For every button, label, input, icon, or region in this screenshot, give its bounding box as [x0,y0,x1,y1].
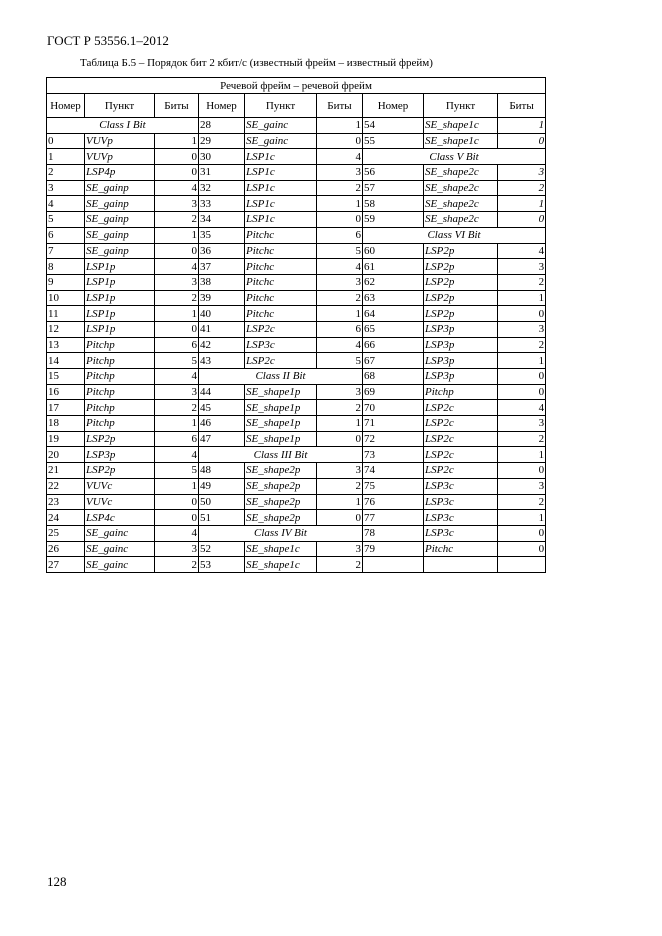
parameter-cell: SE_gainp [85,180,155,196]
bit-number-cell: 19 [47,431,85,447]
bit-number-cell: 54 [363,118,424,134]
parameter-cell: SE_gainp [85,243,155,259]
class-group-label: Class VI Bit [363,227,546,243]
parameter-cell: SE_shape1p [245,400,317,416]
parameter-cell: LSP2p [424,290,498,306]
bits-cell: 0 [498,541,546,557]
bits-cell: 0 [498,212,546,228]
bit-number-cell: 4 [47,196,85,212]
bits-cell: 3 [317,541,363,557]
bit-number-cell: 50 [199,494,245,510]
bits-cell: 0 [498,463,546,479]
bit-number-cell: 16 [47,384,85,400]
bit-number-cell: 21 [47,463,85,479]
bits-cell: 0 [498,525,546,541]
bits-cell: 2 [498,337,546,353]
bit-number-cell: 74 [363,463,424,479]
parameter-cell: LSP2c [245,321,317,337]
bit-number-cell: 58 [363,196,424,212]
bits-cell: 2 [317,180,363,196]
bit-number-cell: 27 [47,557,85,573]
parameter-cell: Pitchc [424,541,498,557]
bit-number-cell: 24 [47,510,85,526]
column-header: Номер [363,94,424,118]
bits-cell: 6 [317,321,363,337]
parameter-cell: SE_shape1c [424,118,498,134]
bit-number-cell: 37 [199,259,245,275]
bits-cell: 2 [155,212,199,228]
table-row [47,369,546,385]
parameter-cell: LSP3p [424,369,498,385]
parameter-cell: LSP1c [245,196,317,212]
class-group-label: Class III Bit [199,447,363,463]
parameter-cell: LSP4c [85,510,155,526]
parameter-cell: LSP1p [85,290,155,306]
parameter-cell: Pitchc [245,227,317,243]
bits-cell: 3 [498,165,546,181]
bit-number-cell: 51 [199,510,245,526]
bit-number-cell: 5 [47,212,85,228]
bits-cell: 1 [498,118,546,134]
bit-number-cell: 40 [199,306,245,322]
bits-cell: 4 [155,369,199,385]
bit-number-cell: 36 [199,243,245,259]
bit-number-cell: 7 [47,243,85,259]
table-row [47,321,546,337]
table-row [47,133,546,149]
parameter-cell: SE_shape2p [245,494,317,510]
table-row [47,557,546,573]
table-group-header: Речевой фрейм – речевой фрейм [47,78,546,94]
bits-cell: 6 [317,227,363,243]
bit-number-cell: 35 [199,227,245,243]
parameter-cell: LSP2p [85,463,155,479]
column-header-row [47,94,546,118]
bit-number-cell: 8 [47,259,85,275]
table-row [47,478,546,494]
table-body [47,118,546,573]
bit-number-cell: 52 [199,541,245,557]
parameter-cell: LSP1c [245,149,317,165]
bits-cell: 3 [317,384,363,400]
column-header: Биты [498,94,546,118]
column-header: Номер [47,94,85,118]
bits-cell: 4 [317,259,363,275]
bits-cell: 0 [498,306,546,322]
table-row [47,149,546,165]
bits-cell: 5 [155,463,199,479]
bit-number-cell: 78 [363,525,424,541]
bits-cell: 2 [498,180,546,196]
table-row [47,306,546,322]
bits-cell: 1 [498,510,546,526]
bit-number-cell: 46 [199,416,245,432]
bit-number-cell: 30 [199,149,245,165]
parameter-cell: LSP2p [424,259,498,275]
bits-cell: 0 [155,510,199,526]
bit-number-cell: 31 [199,165,245,181]
parameter-cell: LSP1c [245,212,317,228]
parameter-cell: SE_gainc [245,118,317,134]
bit-number-cell: 59 [363,212,424,228]
bits-cell: 2 [317,478,363,494]
bits-cell: 4 [498,243,546,259]
bits-cell: 2 [155,290,199,306]
table-row [47,180,546,196]
column-header: Пункт [424,94,498,118]
bits-cell: 2 [317,290,363,306]
parameter-cell: SE_shape2c [424,165,498,181]
bit-number-cell: 18 [47,416,85,432]
bit-number-cell: 61 [363,259,424,275]
parameter-cell: SE_gainp [85,196,155,212]
bits-cell [498,557,546,573]
table-row [47,525,546,541]
bit-number-cell: 42 [199,337,245,353]
parameter-cell: LSP3c [424,478,498,494]
bit-number-cell: 55 [363,133,424,149]
parameter-cell: VUVc [85,494,155,510]
bits-cell: 1 [155,133,199,149]
bits-cell: 3 [155,541,199,557]
bits-cell: 2 [498,494,546,510]
bit-number-cell: 34 [199,212,245,228]
parameter-cell: LSP1p [85,274,155,290]
bits-cell: 2 [317,400,363,416]
parameter-cell: Pitchp [85,369,155,385]
bits-cell: 4 [317,149,363,165]
bits-cell: 0 [498,384,546,400]
parameter-cell: LSP4p [85,165,155,181]
bits-cell: 3 [317,165,363,181]
bit-number-cell: 57 [363,180,424,196]
bit-number-cell: 20 [47,447,85,463]
parameter-cell: Pitchc [245,290,317,306]
bit-number-cell: 10 [47,290,85,306]
parameter-cell: SE_gainc [85,525,155,541]
parameter-cell: SE_shape2c [424,212,498,228]
bit-number-cell: 73 [363,447,424,463]
bits-cell: 3 [498,478,546,494]
table-row [47,416,546,432]
parameter-cell: SE_shape2p [245,510,317,526]
parameter-cell: SE_shape2c [424,196,498,212]
parameter-cell: LSP2p [85,431,155,447]
bit-number-cell: 62 [363,274,424,290]
parameter-cell: LSP2c [424,400,498,416]
parameter-cell: Pitchc [245,243,317,259]
bit-number-cell: 44 [199,384,245,400]
bit-number-cell [363,557,424,573]
bits-cell: 1 [155,478,199,494]
bits-cell: 1 [317,306,363,322]
table-row [47,541,546,557]
table-row [47,212,546,228]
bit-number-cell: 15 [47,369,85,385]
parameter-cell: LSP2p [424,306,498,322]
parameter-cell: SE_shape1c [424,133,498,149]
bits-cell: 3 [317,463,363,479]
parameter-cell: LSP1p [85,259,155,275]
bit-number-cell: 25 [47,525,85,541]
parameter-cell: SE_shape1p [245,416,317,432]
parameter-cell: LSP3p [85,447,155,463]
bits-cell: 2 [155,557,199,573]
parameter-cell [424,557,498,573]
bits-cell: 4 [317,337,363,353]
bit-number-cell: 33 [199,196,245,212]
parameter-cell: SE_gainc [85,541,155,557]
parameter-cell: LSP2c [424,431,498,447]
bit-number-cell: 77 [363,510,424,526]
bits-cell: 0 [155,165,199,181]
parameter-cell: SE_shape1c [245,557,317,573]
bit-number-cell: 0 [47,133,85,149]
bits-cell: 1 [317,416,363,432]
bit-number-cell: 2 [47,165,85,181]
table-row [47,243,546,259]
parameter-cell: LSP3p [424,321,498,337]
bit-number-cell: 11 [47,306,85,322]
bit-number-cell: 75 [363,478,424,494]
parameter-cell: SE_gainc [245,133,317,149]
bit-number-cell: 41 [199,321,245,337]
bit-number-cell: 65 [363,321,424,337]
table-row [47,431,546,447]
column-header: Пункт [85,94,155,118]
bits-cell: 6 [155,337,199,353]
bit-number-cell: 49 [199,478,245,494]
bit-number-cell: 63 [363,290,424,306]
bits-cell: 4 [498,400,546,416]
bits-cell: 0 [155,494,199,510]
parameter-cell: SE_shape1p [245,431,317,447]
parameter-cell: SE_gainp [85,227,155,243]
bit-number-cell: 48 [199,463,245,479]
parameter-cell: Pitchp [85,353,155,369]
bit-number-cell: 45 [199,400,245,416]
bits-cell: 1 [155,227,199,243]
bit-number-cell: 9 [47,274,85,290]
table-row [47,400,546,416]
bit-number-cell: 17 [47,400,85,416]
bit-number-cell: 56 [363,165,424,181]
bits-cell: 4 [155,180,199,196]
bits-cell: 0 [317,212,363,228]
bit-number-cell: 29 [199,133,245,149]
bits-cell: 4 [155,447,199,463]
table-row [47,510,546,526]
table-row [47,196,546,212]
bits-cell: 5 [155,353,199,369]
column-header: Биты [317,94,363,118]
table-row [47,227,546,243]
parameter-cell: LSP3p [424,337,498,353]
parameter-cell: LSP3p [424,353,498,369]
bit-number-cell: 22 [47,478,85,494]
parameter-cell: LSP3c [424,510,498,526]
parameter-cell: VUVp [85,133,155,149]
bit-number-cell: 6 [47,227,85,243]
table-caption: Таблица Б.5 – Порядок бит 2 кбит/с (известный фрейм – известный фрейм) [80,57,433,69]
bits-cell: 2 [155,400,199,416]
parameter-cell: LSP2c [245,353,317,369]
parameter-cell: SE_shape2c [424,180,498,196]
bits-cell: 1 [317,118,363,134]
bits-cell: 3 [498,321,546,337]
bits-cell: 3 [155,384,199,400]
parameter-cell: Pitchc [245,306,317,322]
class-group-label: Class V Bit [363,149,546,165]
parameter-cell: Pitchc [245,259,317,275]
bit-number-cell: 79 [363,541,424,557]
table-row [47,494,546,510]
table-row [47,118,546,134]
parameter-cell: LSP2p [424,243,498,259]
bits-cell: 2 [498,431,546,447]
page-number: 128 [47,874,67,889]
bit-number-cell: 14 [47,353,85,369]
bits-cell: 0 [155,243,199,259]
class-group-label: Class I Bit [47,118,199,134]
table-row [47,463,546,479]
bits-cell: 1 [155,306,199,322]
bits-cell: 5 [317,243,363,259]
bit-number-cell: 23 [47,494,85,510]
parameter-cell: LSP3c [424,525,498,541]
parameter-cell: LSP1c [245,180,317,196]
parameter-cell: SE_gainc [85,557,155,573]
table-row [47,337,546,353]
bits-cell: 2 [317,557,363,573]
bit-number-cell: 43 [199,353,245,369]
bits-cell: 0 [155,321,199,337]
bit-number-cell: 60 [363,243,424,259]
parameter-cell: VUVc [85,478,155,494]
bits-cell: 0 [317,133,363,149]
bit-number-cell: 3 [47,180,85,196]
table-row [47,274,546,290]
bits-cell: 0 [498,133,546,149]
parameter-cell: SE_shape1p [245,384,317,400]
table-row [47,447,546,463]
bits-cell: 1 [498,353,546,369]
bits-cell: 1 [317,494,363,510]
class-group-label: Class II Bit [199,369,363,385]
bit-number-cell: 28 [199,118,245,134]
bit-number-cell: 66 [363,337,424,353]
bits-cell: 0 [155,149,199,165]
parameter-cell: LSP1p [85,306,155,322]
bit-number-cell: 53 [199,557,245,573]
bit-number-cell: 47 [199,431,245,447]
standard-designation: ГОСТ Р 53556.1–2012 [47,33,169,48]
parameter-cell: LSP2p [424,274,498,290]
bits-cell: 1 [317,196,363,212]
table-row [47,353,546,369]
bits-cell: 0 [317,431,363,447]
column-header: Биты [155,94,199,118]
parameter-cell: LSP2c [424,447,498,463]
bits-cell: 3 [155,196,199,212]
bit-number-cell: 71 [363,416,424,432]
parameter-cell: Pitchc [245,274,317,290]
parameter-cell: Pitchp [85,384,155,400]
bit-number-cell: 26 [47,541,85,557]
class-group-label: Class IV Bit [199,525,363,541]
bits-cell: 1 [498,447,546,463]
parameter-cell: SE_shape2p [245,463,317,479]
bits-cell: 1 [498,196,546,212]
bits-cell: 1 [498,290,546,306]
bit-number-cell: 76 [363,494,424,510]
bit-number-cell: 32 [199,180,245,196]
bit-order-table [46,77,546,573]
parameter-cell: SE_shape1c [245,541,317,557]
parameter-cell: LSP3c [245,337,317,353]
bit-number-cell: 38 [199,274,245,290]
bit-number-cell: 12 [47,321,85,337]
table-row [47,259,546,275]
bits-cell: 6 [155,431,199,447]
bits-cell: 2 [498,274,546,290]
bits-cell: 3 [498,259,546,275]
bit-number-cell: 1 [47,149,85,165]
parameter-cell: LSP2c [424,463,498,479]
parameter-cell: LSP3c [424,494,498,510]
bit-number-cell: 68 [363,369,424,385]
bit-number-cell: 64 [363,306,424,322]
parameter-cell: VUVp [85,149,155,165]
parameter-cell: SE_shape2p [245,478,317,494]
table-row [47,165,546,181]
bit-number-cell: 39 [199,290,245,306]
table-row [47,384,546,400]
bit-number-cell: 13 [47,337,85,353]
bits-cell: 4 [155,525,199,541]
bits-cell: 5 [317,353,363,369]
bits-cell: 3 [317,274,363,290]
bits-cell: 3 [498,416,546,432]
bit-number-cell: 67 [363,353,424,369]
parameter-cell: Pitchp [85,400,155,416]
column-header: Пункт [245,94,317,118]
parameter-cell: Pitchp [85,416,155,432]
column-header: Номер [199,94,245,118]
bits-cell: 4 [155,259,199,275]
parameter-cell: SE_gainp [85,212,155,228]
bits-cell: 0 [317,510,363,526]
table-row [47,290,546,306]
bits-cell: 0 [498,369,546,385]
parameter-cell: Pitchp [85,337,155,353]
parameter-cell: LSP1p [85,321,155,337]
parameter-cell: LSP1c [245,165,317,181]
bits-cell: 3 [155,274,199,290]
parameter-cell: Pitchp [424,384,498,400]
bits-cell: 1 [155,416,199,432]
bit-number-cell: 72 [363,431,424,447]
bit-number-cell: 70 [363,400,424,416]
bit-number-cell: 69 [363,384,424,400]
parameter-cell: LSP2c [424,416,498,432]
